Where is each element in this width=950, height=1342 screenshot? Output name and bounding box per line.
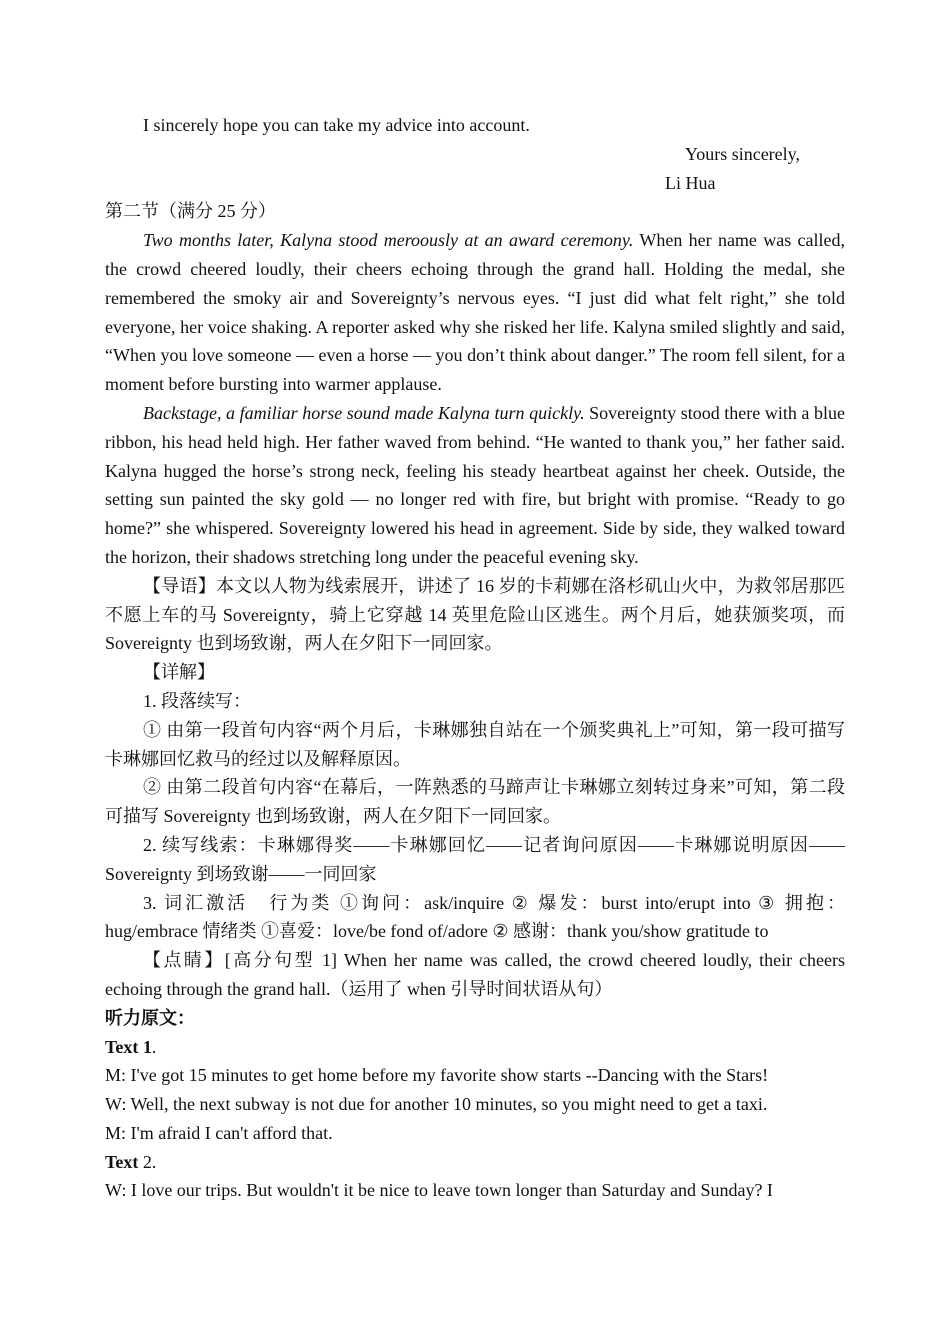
- document-page: [105, 111, 845, 1205]
- text-1-label: Text 1: [105, 1036, 152, 1057]
- analysis-highlight: 【点睛】[高分句型 1] When her name was called, the crowd cheered loudly, their cheers echoing through the grand hall.（运用了 when 引导时间状语从句）: [105, 950, 845, 999]
- paragraph-1-lead: Two months later, Kalyna stood meroously at an award ceremony.: [143, 230, 634, 251]
- analysis-item-1-title: 1. 段落续写：: [143, 690, 251, 711]
- story-paragraph-1: [105, 226, 845, 399]
- dialogue-line: W: I love our trips. But wouldn't it be nice to leave town longer than Saturday and Sunday? I: [105, 1180, 773, 1201]
- letter-closing-line: I sincerely hope you can take my advice into account.: [143, 115, 530, 135]
- text-2-suffix: 2.: [138, 1151, 157, 1172]
- analysis-item-3: 3. 词汇激活 行为类 ①询问：ask/inquire ② 爆发：burst into/erupt into ③ 拥抱：hug/embrace 情绪类 ①喜爱：love/be fond of/adore ② 感谢：thank you/show gratitude to: [105, 892, 845, 942]
- text-2-label: Text: [105, 1151, 139, 1172]
- paragraph-1-body: When her name was called, the crowd cheered loudly, their cheers echoing through the grand hall. Holding the medal, she remembered the smoky air and Sovereignty’s nervous eyes. “I just did what felt right,” she told everyone, her voice shaking. A reporter asked why she risked her life. Kalyna smiled slightly and said, “When you love someone — even a horse — you don’t think about danger.” The room fell silent, for a moment before bursting into warmer applause.: [105, 230, 845, 395]
- letter-signature: Li Hua: [665, 172, 716, 193]
- dialogue-line: M: I've got 15 minutes to get home before my favorite show starts --Dancing with the Stars!: [105, 1065, 769, 1086]
- story-paragraph-2: [105, 399, 845, 572]
- analysis-detail-label: 【详解】: [143, 662, 215, 683]
- analysis-intro: 【导语】本文以人物为线索展开，讲述了 16 岁的卡莉娜在洛杉矶山火中，为救邻居那匹不愿上车的马 Sovereignty，骑上它穿越 14 英里危险山区逃生。两个月后，她获颁奖项，而 Sovereignty 也到场致谢，两人在夕阳下一同回家。: [105, 575, 845, 654]
- section-heading: 第二节（满分 25 分）: [105, 201, 276, 222]
- analysis-item-1a: ① 由第一段首句内容“两个月后，卡琳娜独自站在一个颁奖典礼上”可知，第一段可描写卡琳娜回忆救马的经过以及解释原因。: [105, 719, 845, 769]
- paragraph-2-lead: Backstage, a familiar horse sound made Kalyna turn quickly.: [143, 402, 585, 423]
- analysis-item-2: 2. 续写线索：卡琳娜得奖——卡琳娜回忆——记者询问原因——卡琳娜说明原因——Sovereignty 到场致谢——一同回家: [105, 834, 845, 884]
- text-2-heading: [105, 1148, 845, 1177]
- paragraph-2-body: Sovereignty stood there with a blue ribbon, his head held high. Her father waved from behind. “He wanted to thank you,” her father said. Kalyna hugged the horse’s strong neck, feeling his steady heartbeat against her cheek. Outside, the setting sun painted the sky gold — no longer red with fire, but bright with promise. “Ready to go home?” she whispered. Sovereignty lowered his head in agreement. Side by side, they walked toward the horizon, their shadows stretching long under the peaceful evening sky.: [105, 402, 845, 567]
- dialogue-line: M: I'm afraid I can't afford that.: [105, 1122, 333, 1143]
- analysis-item-1b: ② 由第二段首句内容“在幕后，一阵熟悉的马蹄声让卡琳娜立刻转过身来”可知，第二段可描写 Sovereignty 也到场致谢，两人在夕阳下一同回家。: [105, 777, 845, 827]
- text-1-suffix: .: [151, 1036, 157, 1057]
- letter-sign-off: Yours sincerely,: [685, 143, 800, 164]
- text-1-heading: [105, 1033, 845, 1062]
- listening-heading: 听力原文：: [105, 1007, 195, 1028]
- dialogue-line: W: Well, the next subway is not due for another 10 minutes, so you might need to get a taxi.: [105, 1094, 768, 1115]
